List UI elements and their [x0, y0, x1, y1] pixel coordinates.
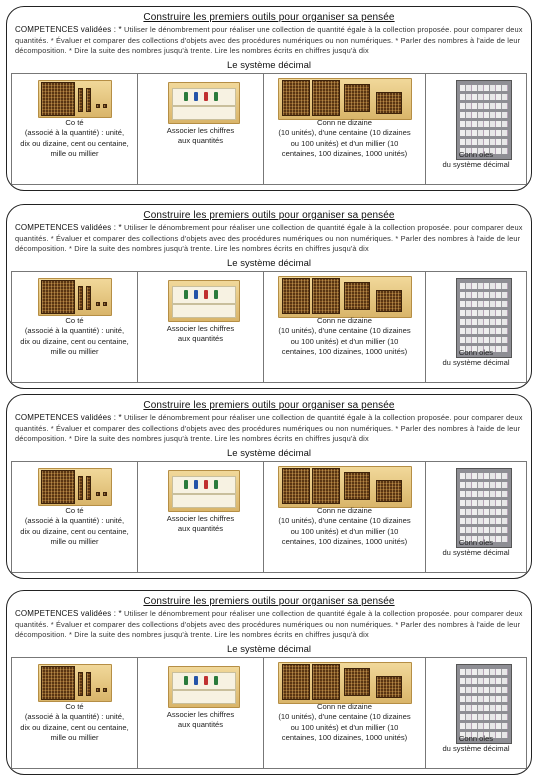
competences-lead: COMPETENCES validées : * [15, 413, 122, 422]
materials-table [11, 271, 527, 383]
material-caption: Associer les chiffres aux quantités [166, 324, 235, 344]
material-cell-hierarchy [264, 658, 426, 768]
symbols-chart-photo [456, 278, 512, 358]
material-caption: Conn ne dizaine (10 unités), d'une centaine (10 dizaines ou 100 unités) et d'un millier (10 centaines, 100 dizaines, 1000 unités) [278, 506, 411, 547]
competences-lead: COMPETENCES validées : * [15, 223, 122, 232]
activity-card [6, 394, 532, 579]
material-caption: Conn oles du système décimal [442, 348, 510, 368]
competences-body: Utiliser le dénombrement pour réaliser une collection de quantité égale à la collection proposée. pour comparer deux quantités. * Évaluer et comparer des collections d'objets avec des procédures numériques ou non numériques. * Parler des nombres à l'aide de leur décomposition. * Dire la suite des nombres jusqu'à trente. Lire les nombres écrits en chiffres jusqu'à dix [15, 223, 523, 254]
competences-body: Utiliser le dénombrement pour réaliser une collection de quantité égale à la collection proposée. pour comparer deux quantités. * Évaluer et comparer des collections d'objets avec des procédures numériques ou non numériques. * Parler des nombres à l'aide de leur décomposition. * Dire la suite des nombres jusqu'à trente. Lire les nombres écrits en chiffres jusqu'à dix [15, 25, 523, 56]
competences-text [15, 223, 523, 255]
materials-table [11, 73, 527, 185]
material-cell-numerals [138, 74, 264, 184]
activity-card [6, 204, 532, 389]
section-heading: Le système décimal [227, 258, 311, 269]
competences-text [15, 413, 523, 445]
material-caption: Co té (associé à la quantité) : unité, dix ou dizaine, cent ou centaine, mille ou millier [20, 702, 129, 743]
competences-lead: COMPETENCES validées : * [15, 25, 122, 34]
material-caption: Co té (associé à la quantité) : unité, dix ou dizaine, cent ou centaine, mille ou millier [20, 506, 129, 547]
material-cell-symbols [426, 272, 526, 382]
material-caption: Conn ne dizaine (10 unités), d'une centaine (10 dizaines ou 100 unités) et d'un millier (10 centaines, 100 dizaines, 1000 unités) [278, 702, 411, 743]
competences-body: Utiliser le dénombrement pour réaliser une collection de quantité égale à la collection proposée. pour comparer deux quantités. * Évaluer et comparer des collections d'objets avec des procédures numériques ou non numériques. * Parler des nombres à l'aide de leur décomposition. * Dire la suite des nombres jusqu'à trente. Lire les nombres écrits en chiffres jusqu'à dix [15, 609, 523, 640]
section-heading: Le système décimal [227, 448, 311, 459]
symbols-chart-photo [456, 80, 512, 160]
material-caption: Conn oles du système décimal [442, 150, 510, 170]
competences-body: Utiliser le dénombrement pour réaliser une collection de quantité égale à la collection proposée. pour comparer deux quantités. * Évaluer et comparer des collections d'objets avec des procédures numériques ou non numériques. * Parler des nombres à l'aide de leur décomposition. * Dire la suite des nombres jusqu'à trente. Lire les nombres écrits en chiffres jusqu'à dix [15, 413, 523, 444]
material-caption: Associer les chiffres aux quantités [166, 514, 235, 534]
symbols-chart-photo [456, 664, 512, 744]
competences-text [15, 609, 523, 641]
material-cell-quantities [12, 74, 138, 184]
material-caption: Co té (associé à la quantité) : unité, dix ou dizaine, cent ou centaine, mille ou millier [20, 316, 129, 357]
section-heading: Le système décimal [227, 644, 311, 655]
material-caption: Conn oles du système décimal [442, 734, 510, 754]
material-cell-quantities [12, 272, 138, 382]
material-cell-hierarchy [264, 272, 426, 382]
card-title: Construire les premiers outils pour organiser sa pensée [143, 210, 395, 221]
material-caption: Conn ne dizaine (10 unités), d'une centaine (10 dizaines ou 100 unités) et d'un millier (10 centaines, 100 dizaines, 1000 unités) [278, 118, 411, 159]
material-caption: Co té (associé à la quantité) : unité, dix ou dizaine, cent ou centaine, mille ou millier [20, 118, 129, 159]
symbols-chart-photo [456, 468, 512, 548]
competences-text [15, 25, 523, 57]
material-cell-quantities [12, 658, 138, 768]
material-caption: Conn oles du système décimal [442, 538, 510, 558]
material-caption: Associer les chiffres aux quantités [166, 710, 235, 730]
material-cell-symbols [426, 658, 526, 768]
material-cell-numerals [138, 462, 264, 572]
material-caption: Associer les chiffres aux quantités [166, 126, 235, 146]
activity-card [6, 590, 532, 775]
material-cell-symbols [426, 74, 526, 184]
material-cell-numerals [138, 658, 264, 768]
material-cell-symbols [426, 462, 526, 572]
material-caption: Conn ne dizaine (10 unités), d'une centaine (10 dizaines ou 100 unités) et d'un millier (10 centaines, 100 dizaines, 1000 unités) [278, 316, 411, 357]
card-title: Construire les premiers outils pour organiser sa pensée [143, 400, 395, 411]
activity-card [6, 6, 532, 191]
material-cell-numerals [138, 272, 264, 382]
card-title: Construire les premiers outils pour organiser sa pensée [143, 12, 395, 23]
competences-lead: COMPETENCES validées : * [15, 609, 122, 618]
materials-table [11, 657, 527, 769]
section-heading: Le système décimal [227, 60, 311, 71]
materials-table [11, 461, 527, 573]
material-cell-hierarchy [264, 74, 426, 184]
material-cell-hierarchy [264, 462, 426, 572]
card-title: Construire les premiers outils pour organiser sa pensée [143, 596, 395, 607]
material-cell-quantities [12, 462, 138, 572]
